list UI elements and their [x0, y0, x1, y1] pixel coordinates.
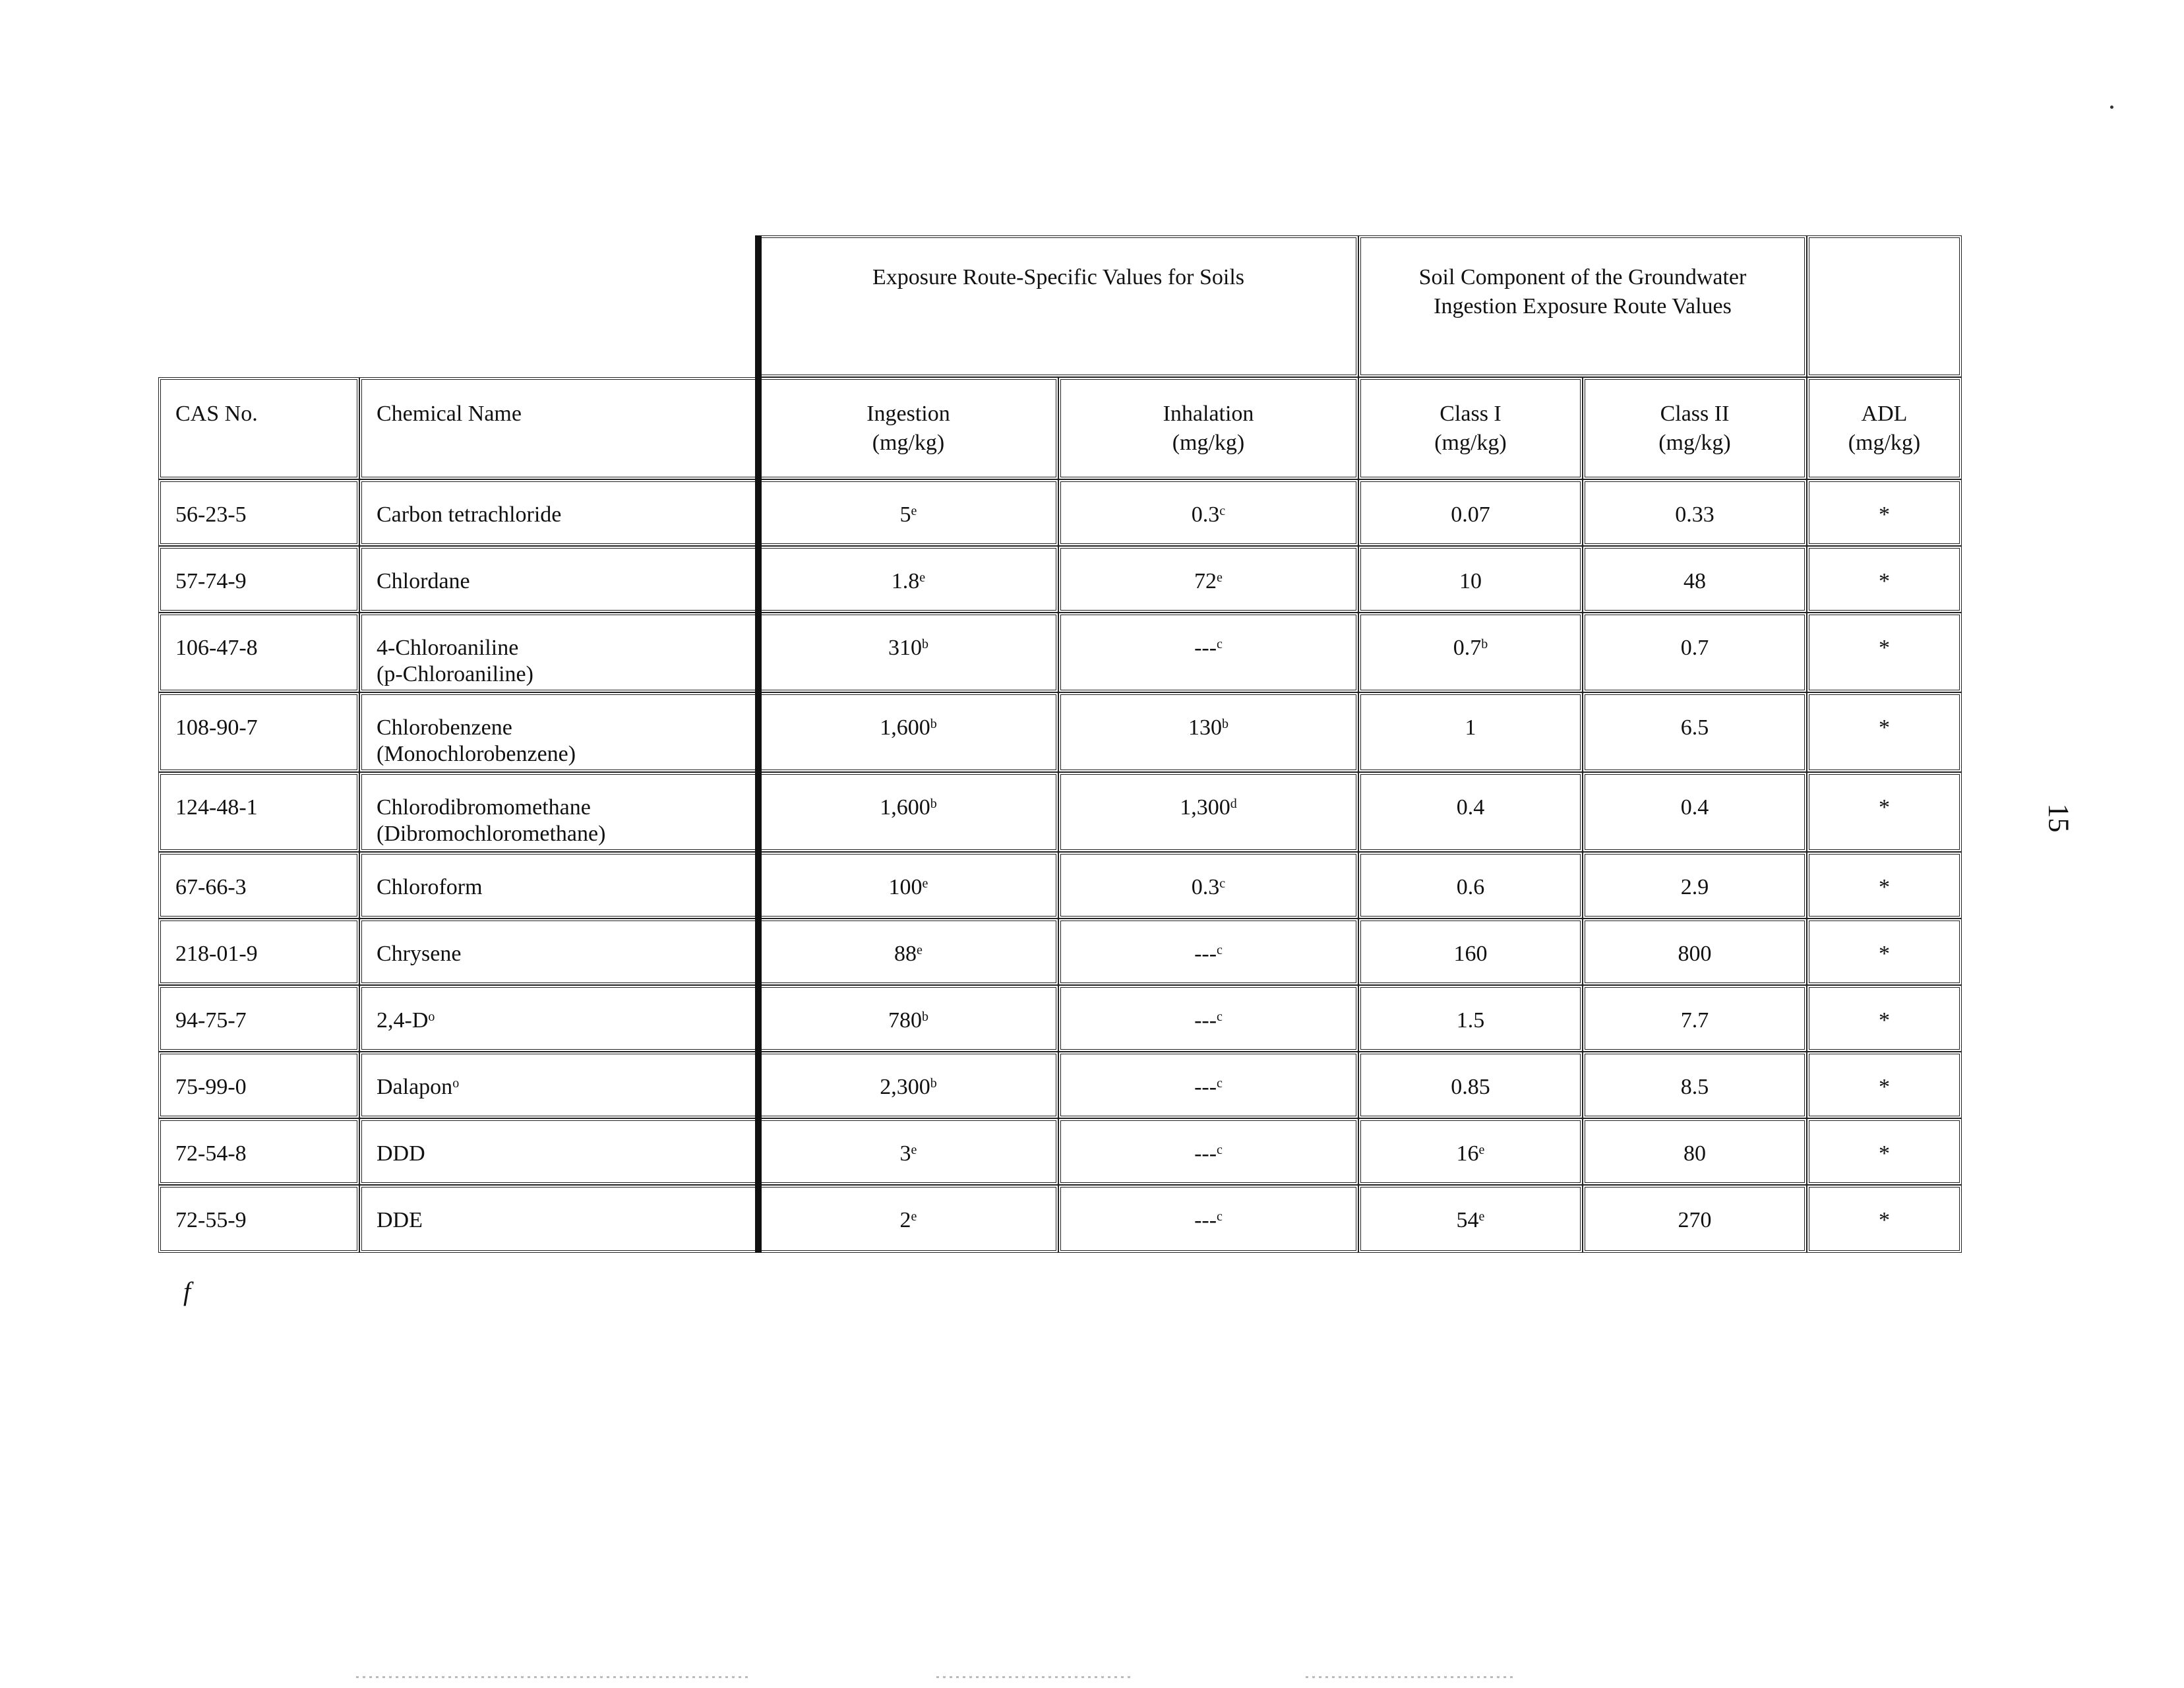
column-header-unit: (mg/kg): [872, 431, 945, 455]
table-cell-ing: [758, 919, 1058, 985]
cell-value: 0.07: [1451, 502, 1490, 527]
table-cell-inh: [1058, 1052, 1358, 1118]
table-cell-cas: [158, 1185, 359, 1253]
table-cell-name: [359, 852, 758, 919]
cell-value: 1,600$^b$: [880, 715, 937, 740]
cell-value-secondary: (Dibromochloromethane): [377, 822, 606, 846]
cell-value: 72e: [1194, 569, 1223, 593]
cell-value: 48: [1684, 569, 1706, 593]
table-cell-c1: [1358, 479, 1583, 546]
table-cell-cas: [158, 692, 359, 772]
table-cell-c1: [1358, 772, 1583, 852]
table-cell-inh: [1058, 613, 1358, 692]
cell-value: 108-90-7: [175, 715, 258, 740]
table-cell-ing: [758, 546, 1058, 613]
cell-value: ---$^c$: [1194, 636, 1223, 660]
table-cell-c2: [1583, 1185, 1807, 1253]
table-cell-cas: [158, 546, 359, 613]
thick-divider: [755, 235, 762, 1253]
table-cell-ing: [758, 852, 1058, 919]
cell-value: 80: [1684, 1141, 1706, 1166]
table-cell-adl: [1807, 1185, 1962, 1253]
scan-noise: [1306, 1676, 1517, 1678]
group-header-groundwater-text: Soil Component of the Groundwater Ingestion Exposure Route Values: [1418, 265, 1747, 318]
table-cell-c2: [1583, 1118, 1807, 1185]
cell-value: ---$^c$: [1194, 942, 1223, 966]
column-header-unit: (mg/kg): [1658, 431, 1731, 455]
cell-value: *: [1879, 569, 1890, 593]
cell-value: 1.8e: [891, 569, 926, 593]
table-cell-c1: [1358, 1052, 1583, 1118]
table-cell-c1: [1358, 852, 1583, 919]
cell-value: *: [1879, 875, 1890, 899]
cell-value: Chloroform: [377, 875, 483, 899]
table-cell-name: [359, 1052, 758, 1118]
table-cell-c2: [1583, 1052, 1807, 1118]
cell-value: 56-23-5: [175, 502, 247, 527]
table-cell-inh: [1058, 852, 1358, 919]
table-cell-c1: [1358, 1185, 1583, 1253]
cell-value: Dalapon$^o$: [377, 1075, 460, 1099]
table-cell-adl: [1807, 852, 1962, 919]
scan-speck: [2110, 106, 2113, 109]
column-header-label: Chemical Name: [377, 402, 522, 426]
table-cell-c2: [1583, 772, 1807, 852]
table-cell-c1: [1358, 692, 1583, 772]
table-cell-inh: [1058, 919, 1358, 985]
table-cell-c2: [1583, 692, 1807, 772]
cell-value: 800: [1678, 942, 1712, 966]
cell-value: *: [1879, 942, 1890, 966]
table-cell-cas: [158, 919, 359, 985]
cell-value: 8.5: [1680, 1075, 1709, 1099]
table-cell-c1: [1358, 919, 1583, 985]
cell-value: 160: [1453, 942, 1488, 966]
cell-value: 270: [1678, 1208, 1712, 1232]
cell-value: Chlorodibromomethane: [377, 795, 591, 820]
cell-value: 4-Chloroaniline: [377, 636, 519, 660]
table-cell-cas: [158, 772, 359, 852]
cell-value: 100e: [888, 875, 928, 899]
table-cell-inh: [1058, 1118, 1358, 1185]
table-cell-c2: [1583, 613, 1807, 692]
cell-value: 0.85: [1451, 1075, 1490, 1099]
table-cell-cas: [158, 1052, 359, 1118]
cell-value: Chlorobenzene: [377, 715, 512, 740]
table-cell-adl: [1807, 1118, 1962, 1185]
cell-value: *: [1879, 795, 1890, 820]
table-cell-inh: [1058, 479, 1358, 546]
column-header-label: CAS No.: [175, 402, 258, 426]
cell-value: 10: [1459, 569, 1482, 593]
group-header-exposure-text: Exposure Route-Specific Values for Soils: [872, 265, 1245, 289]
cell-value: ---$^c$: [1194, 1008, 1223, 1033]
group-header-groundwater: [1358, 235, 1807, 377]
cell-value: $2,4-D^o$: [377, 1008, 435, 1033]
cell-value: 0.4: [1456, 795, 1485, 820]
table-cell-name: [359, 919, 758, 985]
cell-value: 2.9: [1680, 875, 1709, 899]
table-cell-c1: [1358, 546, 1583, 613]
scan-noise: [936, 1676, 1134, 1678]
table-cell-cas: [158, 613, 359, 692]
cell-value: *: [1879, 1008, 1890, 1033]
cell-value: ---$^c$: [1194, 1075, 1223, 1099]
table-cell-adl: [1807, 772, 1962, 852]
cell-value-secondary: (p-Chloroaniline): [377, 662, 533, 686]
cell-value: 1.5: [1456, 1008, 1485, 1033]
table-cell-c1: [1358, 1118, 1583, 1185]
table-cell-c2: [1583, 852, 1807, 919]
table-cell-adl: [1807, 692, 1962, 772]
table-cell-c2: [1583, 985, 1807, 1052]
cell-value: ---$^c$: [1194, 1141, 1223, 1166]
cell-value: 94-75-7: [175, 1008, 247, 1033]
cell-value: 106-47-8: [175, 636, 258, 660]
cell-value: Chlordane: [377, 569, 470, 593]
cell-value: 1: [1465, 715, 1476, 740]
cell-value: 1,300$^d$: [1180, 795, 1237, 820]
cell-value: ---$^c$: [1194, 1208, 1223, 1232]
cell-value: *: [1879, 1208, 1890, 1232]
cell-value: 1,600$^b$: [880, 795, 937, 820]
cell-value: 3e: [899, 1141, 917, 1166]
column-header-unit: (mg/kg): [1434, 431, 1507, 455]
cell-value: 780$^b$: [888, 1008, 928, 1033]
cell-value: 57-74-9: [175, 569, 247, 593]
column-header-name: [359, 377, 758, 479]
cell-value: DDD: [377, 1141, 425, 1166]
column-header-label: ADL: [1861, 402, 1908, 426]
table-cell-name: [359, 613, 758, 692]
cell-value: *: [1879, 636, 1890, 660]
column-header-label: Inhalation: [1163, 402, 1254, 426]
scan-noise: [356, 1676, 752, 1678]
table-cell-inh: [1058, 546, 1358, 613]
table-cell-adl: [1807, 546, 1962, 613]
cell-value: *: [1879, 1141, 1890, 1166]
table-cell-c2: [1583, 919, 1807, 985]
column-header-adl: [1807, 377, 1962, 479]
table-cell-adl: [1807, 613, 1962, 692]
table-cell-adl: [1807, 985, 1962, 1052]
table-cell-ing: [758, 772, 1058, 852]
page-number: 15: [2042, 803, 2075, 833]
table-cell-name: [359, 546, 758, 613]
table-cell-inh: [1058, 985, 1358, 1052]
table-cell-name: [359, 772, 758, 852]
column-header-c1: [1358, 377, 1583, 479]
cell-value: 0.6: [1456, 875, 1485, 899]
table-cell-ing: [758, 1185, 1058, 1253]
table-cell-inh: [1058, 692, 1358, 772]
cell-value: 0.7$^b$: [1453, 636, 1488, 660]
column-header-unit: (mg/kg): [1172, 431, 1245, 455]
group-header-exposure: [758, 235, 1358, 377]
column-header-c2: [1583, 377, 1807, 479]
cell-value: 72-55-9: [175, 1208, 247, 1232]
column-header-cas: [158, 377, 359, 479]
table-cell-c1: [1358, 985, 1583, 1052]
table-cell-inh: [1058, 772, 1358, 852]
table-cell-ing: [758, 479, 1058, 546]
cell-value: 310$^b$: [888, 636, 928, 660]
cell-value: 124-48-1: [175, 795, 258, 820]
cell-value: 0.4: [1680, 795, 1709, 820]
cell-value: *: [1879, 502, 1890, 527]
table-cell-c2: [1583, 479, 1807, 546]
cell-value: 75-99-0: [175, 1075, 247, 1099]
table-cell-ing: [758, 1052, 1058, 1118]
margin-mark: f: [183, 1277, 191, 1306]
cell-value: 2,300$^b$: [880, 1075, 937, 1099]
cell-value: 0.3$^c$: [1191, 502, 1226, 527]
cell-value: 88e: [894, 942, 923, 966]
cell-value: DDE: [377, 1208, 423, 1232]
table-cell-adl: [1807, 1052, 1962, 1118]
cell-value: 6.5: [1680, 715, 1709, 740]
column-header-label: Class I: [1440, 402, 1502, 426]
cell-value-secondary: (Monochlorobenzene): [377, 742, 576, 766]
table-cell-ing: [758, 692, 1058, 772]
cell-value: 130$^b$: [1188, 715, 1228, 740]
table-cell-c1: [1358, 613, 1583, 692]
cell-value: 54e: [1456, 1208, 1485, 1232]
cell-value: 67-66-3: [175, 875, 247, 899]
table-cell-ing: [758, 1118, 1058, 1185]
cell-value: 218-01-9: [175, 942, 258, 966]
cell-value: 5e: [899, 502, 917, 527]
cell-value: *: [1879, 1075, 1890, 1099]
table-cell-adl: [1807, 479, 1962, 546]
table-cell-ing: [758, 985, 1058, 1052]
cell-value: 2e: [899, 1208, 917, 1232]
table-cell-inh: [1058, 1185, 1358, 1253]
table-cell-name: [359, 1118, 758, 1185]
column-header-label: Class II: [1660, 402, 1730, 426]
table-cell-ing: [758, 613, 1058, 692]
column-header-unit: (mg/kg): [1848, 431, 1921, 455]
cell-value: Chrysene: [377, 942, 462, 966]
cell-value: 0.33: [1675, 502, 1714, 527]
cell-value: 7.7: [1680, 1008, 1709, 1033]
table-cell-name: [359, 479, 758, 546]
table-cell-name: [359, 985, 758, 1052]
table-cell-c2: [1583, 546, 1807, 613]
column-header-ing: [758, 377, 1058, 479]
table-cell-cas: [158, 479, 359, 546]
table-cell-adl: [1807, 919, 1962, 985]
table-cell-cas: [158, 852, 359, 919]
column-header-inh: [1058, 377, 1358, 479]
table-cell-cas: [158, 985, 359, 1052]
cell-value: 0.7: [1680, 636, 1709, 660]
group-header-blank: [1807, 235, 1962, 377]
table-cell-name: [359, 692, 758, 772]
cell-value: 0.3$^c$: [1191, 875, 1226, 899]
cell-value: 16e: [1456, 1141, 1485, 1166]
column-header-label: Ingestion: [866, 402, 950, 426]
cell-value: *: [1879, 715, 1890, 740]
table-cell-name: [359, 1185, 758, 1253]
cell-value: 72-54-8: [175, 1141, 247, 1166]
cell-value: Carbon tetrachloride: [377, 502, 562, 527]
table-cell-cas: [158, 1118, 359, 1185]
